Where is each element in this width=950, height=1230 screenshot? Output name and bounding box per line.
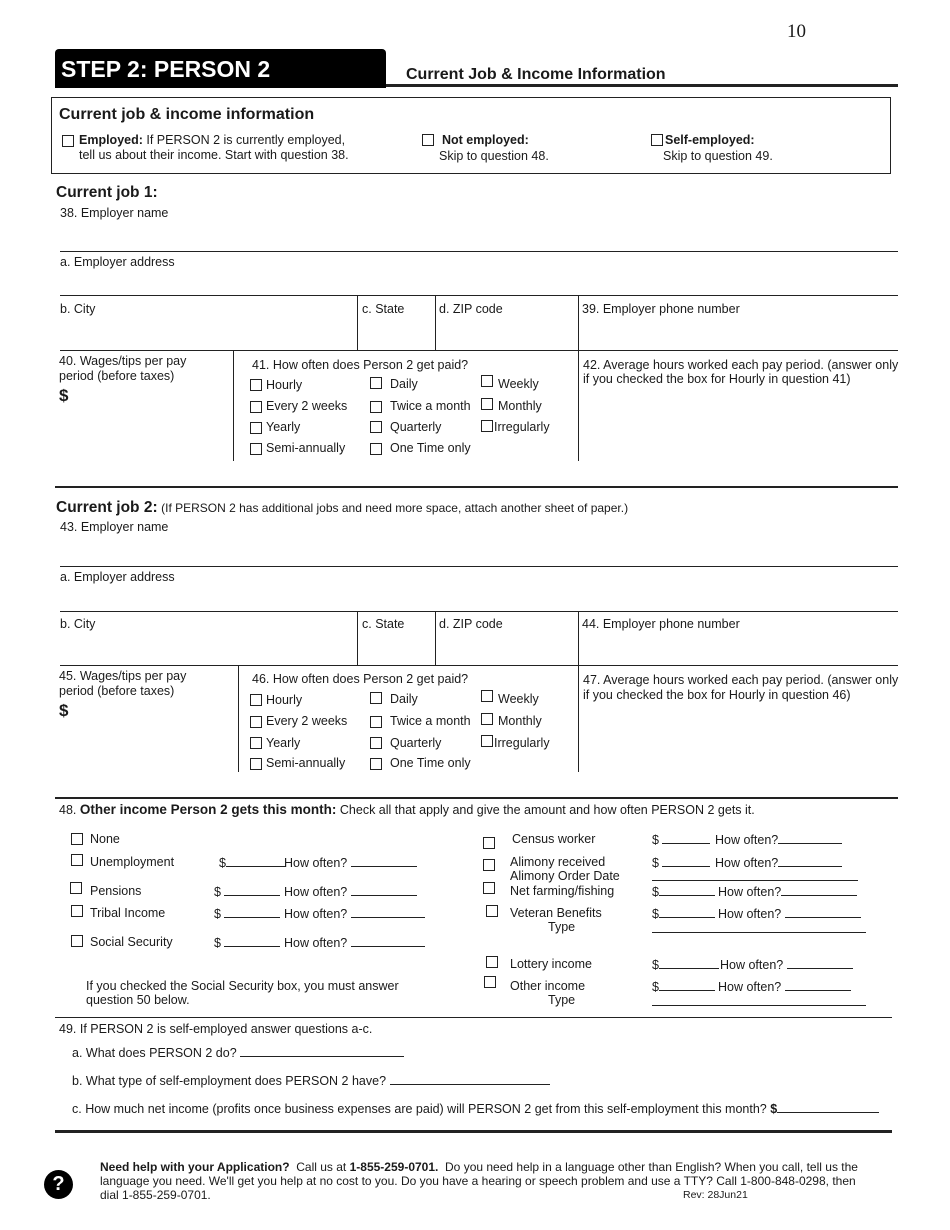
how-often-label: How often? — [284, 885, 348, 899]
help-bold: Need help with your Application? — [100, 1160, 290, 1174]
dollar-sign: $ — [652, 885, 659, 899]
job2-quarterly-label: Quarterly — [390, 736, 442, 750]
q49b-label: b. What type of self-employment does PERSON 2 have? — [72, 1074, 387, 1088]
dollar-sign: $ — [214, 936, 221, 950]
veteran-how-often[interactable] — [718, 906, 861, 921]
job2-phone-label: 44. Employer phone number — [582, 617, 740, 631]
job1-every2weeks-checkbox[interactable] — [250, 401, 262, 413]
job2-address-line[interactable] — [60, 611, 898, 612]
job2-hours-label-2: if you checked the box for Hourly in question 46) — [583, 688, 851, 702]
job1-semiannually-checkbox[interactable] — [250, 443, 262, 455]
how-often-label: How often? — [718, 885, 782, 899]
tribal-amount[interactable] — [214, 906, 280, 921]
net-farming-checkbox[interactable] — [483, 882, 495, 894]
social-security-checkbox[interactable] — [71, 935, 83, 947]
job2-hours-label: 47. Average hours worked each pay period. (answer only — [583, 673, 899, 687]
not-employed-label: Not employed: — [442, 133, 529, 147]
job1-address-line[interactable] — [60, 295, 898, 296]
employed-text-2: tell us about their income. Start with question 38. — [79, 148, 349, 162]
job1-monthly-checkbox[interactable] — [481, 398, 493, 410]
job1-twice-label: Twice a month — [390, 399, 471, 413]
job1-yearly-checkbox[interactable] — [250, 422, 262, 434]
how-often-label: How often? — [718, 980, 782, 994]
tribal-label: Tribal Income — [90, 906, 166, 920]
job2-city-label: b. City — [60, 617, 96, 631]
pensions-amount[interactable] — [214, 884, 280, 899]
job1-daily-checkbox[interactable] — [370, 377, 382, 389]
alimony-label: Alimony received — [510, 855, 606, 869]
job1-address-label: a. Employer address — [60, 255, 175, 269]
job1-hourly-checkbox[interactable] — [250, 379, 262, 391]
job2-wages-label: 45. Wages/tips per pay — [59, 669, 187, 683]
q49c-dollar: $ — [770, 1102, 778, 1116]
tribal-how-often[interactable] — [284, 906, 425, 921]
alimony-checkbox[interactable] — [483, 859, 495, 871]
net-farming-how-often[interactable] — [718, 884, 857, 899]
q48-number: 48. — [59, 803, 77, 817]
other-income-divider — [55, 797, 898, 799]
job1-irregularly-checkbox[interactable] — [481, 420, 493, 432]
employed-checkbox[interactable] — [62, 135, 74, 147]
job2-irregularly-checkbox[interactable] — [481, 735, 493, 747]
net-farming-amount[interactable] — [652, 884, 715, 899]
help-text-line2: language you need. We'll get you help at no cost to you. Do you have a hearing or speech problem and use a TTY? Call 1-800-848-0298, then — [100, 1174, 856, 1188]
job2-every2weeks-label: Every 2 weeks — [266, 714, 348, 728]
job1-hours-label: 42. Average hours worked each pay period. (answer only — [583, 358, 899, 372]
job1-quarterly-label: Quarterly — [390, 420, 442, 434]
job1-daily-label: Daily — [390, 377, 418, 391]
how-often-label: How often? — [718, 907, 782, 921]
dollar-sign: $ — [652, 856, 659, 870]
job2-twice-checkbox[interactable] — [370, 716, 382, 728]
job2-twice-label: Twice a month — [390, 714, 471, 728]
help-text-line3: dial 1-855-259-0701. — [100, 1188, 211, 1202]
how-often-label: How often? — [715, 856, 779, 870]
tribal-checkbox[interactable] — [71, 905, 83, 917]
step-title: STEP 2: PERSON 2 — [61, 56, 271, 82]
section-title: Current Job & Income Information — [406, 66, 666, 83]
dollar-sign: $ — [214, 907, 221, 921]
job2-quarterly-checkbox[interactable] — [370, 737, 382, 749]
q49-label: 49. If PERSON 2 is self-employed answer questions a-c. — [59, 1022, 373, 1036]
census-label: Census worker — [512, 832, 596, 846]
how-often-label: How often? — [284, 856, 348, 870]
job1-weekly-checkbox[interactable] — [481, 375, 493, 387]
job2-zip-label: d. ZIP code — [439, 617, 503, 631]
job2-wages-label-2: period (before taxes) — [59, 684, 175, 698]
q49c[interactable] — [72, 1101, 879, 1116]
employed-text: If PERSON 2 is currently employed, — [146, 133, 346, 147]
job2-monthly-label: Monthly — [498, 714, 542, 728]
social-security-amount[interactable] — [214, 935, 280, 950]
job1-frequency-question: 41. How often does Person 2 get paid? — [252, 358, 469, 372]
job2-irregularly-label: Irregularly — [494, 736, 550, 750]
step-title-bar — [55, 49, 386, 88]
dollar-sign: $ — [652, 958, 659, 972]
unemployment-amount[interactable] — [219, 855, 286, 870]
status-box-title: Current job & income information — [59, 106, 315, 123]
job2-heading-note: (If PERSON 2 has additional jobs and need more space, attach another sheet of paper.) — [161, 501, 629, 515]
help-rest: Do you need help in a language other than English? When you call, tell us the — [445, 1160, 858, 1174]
job2-daily-checkbox[interactable] — [370, 692, 382, 704]
lottery-amount[interactable] — [652, 957, 719, 972]
self-employed-checkbox[interactable] — [651, 134, 663, 146]
q49a[interactable] — [72, 1045, 404, 1060]
help-icon: ? — [44, 1170, 73, 1199]
job2-hourly-label: Hourly — [266, 693, 303, 707]
not-employed-checkbox[interactable] — [422, 134, 434, 146]
lottery-checkbox[interactable] — [486, 956, 498, 968]
job1-semiannually-label: Semi-annually — [266, 441, 346, 455]
dollar-sign: $ — [652, 907, 659, 921]
job-divider — [55, 486, 898, 488]
help-phone: 1-855-259-0701. — [349, 1160, 439, 1174]
how-often-label: How often? — [720, 958, 784, 972]
job2-onetime-checkbox[interactable] — [370, 758, 382, 770]
dollar-sign: $ — [652, 833, 659, 847]
job1-wages-label-2: period (before taxes) — [59, 369, 175, 383]
job2-yearly-checkbox[interactable] — [250, 737, 262, 749]
alimony-order-date-label: Alimony Order Date — [510, 869, 620, 883]
other-income-type-label: Type — [548, 993, 576, 1007]
job2-address-label: a. Employer address — [60, 570, 175, 584]
social-security-note-2: question 50 below. — [86, 993, 190, 1007]
other-income-checkbox[interactable] — [484, 976, 496, 988]
unemployment-how-often[interactable] — [284, 855, 417, 870]
alimony-amount[interactable] — [652, 855, 710, 870]
other-income-question — [59, 802, 755, 817]
job1-hours-label-2: if you checked the box for Hourly in question 41) — [583, 372, 851, 386]
q48-rest: Check all that apply and give the amount and how often PERSON 2 gets it. — [339, 803, 755, 817]
social-security-label: Social Security — [90, 935, 173, 949]
how-often-label: How often? — [284, 936, 348, 950]
self-employed-label: Self-employed: — [665, 133, 755, 147]
job2-heading: Current job 2: — [56, 499, 158, 516]
header-rule — [386, 84, 898, 87]
job2-state-label: c. State — [362, 617, 405, 631]
veteran-checkbox[interactable] — [486, 905, 498, 917]
alimony-order-date-line[interactable] — [652, 880, 858, 881]
job1-every2weeks-label: Every 2 weeks — [266, 399, 348, 413]
job2-weekly-checkbox[interactable] — [481, 690, 493, 702]
employed-label: Employed: — [79, 133, 143, 147]
job1-onetime-label: One Time only — [390, 441, 471, 455]
census-checkbox[interactable] — [483, 837, 495, 849]
veteran-label: Veteran Benefits — [510, 906, 602, 920]
job1-wages-dollar: $ — [59, 386, 69, 405]
pensions-checkbox[interactable] — [70, 882, 82, 894]
census-how-often[interactable] — [715, 832, 842, 847]
how-often-label: How often? — [715, 833, 779, 847]
job1-zip-label: d. ZIP code — [439, 302, 503, 316]
job2-employer-name-label: 43. Employer name — [60, 520, 169, 534]
other-income-how-often[interactable] — [718, 979, 851, 994]
help-call: Call us at — [296, 1160, 347, 1174]
job2-hourly-checkbox[interactable] — [250, 694, 262, 706]
job1-yearly-label: Yearly — [266, 420, 301, 434]
revision-date: Rev: 28Jun21 — [683, 1189, 748, 1201]
unemployment-checkbox[interactable] — [71, 854, 83, 866]
job1-weekly-label: Weekly — [498, 377, 539, 391]
job2-semiannually-checkbox[interactable] — [250, 758, 262, 770]
how-often-label: How often? — [284, 907, 348, 921]
lottery-how-often[interactable] — [720, 957, 853, 972]
q49c-label: c. How much net income (profits once business expenses are paid) will PERSON 2 get from this self-employment this month? — [72, 1102, 767, 1116]
job1-heading: Current job 1: — [56, 184, 158, 201]
job2-semiannually-label: Semi-annually — [266, 756, 346, 770]
self-employed-text: Skip to question 49. — [663, 149, 773, 163]
alimony-how-often[interactable] — [715, 855, 842, 870]
other-income-type-line[interactable] — [652, 1005, 866, 1006]
job2-employer-name-line[interactable] — [60, 566, 898, 567]
job2-daily-label: Daily — [390, 692, 418, 706]
job1-employer-name-label: 38. Employer name — [60, 206, 169, 220]
census-amount[interactable] — [652, 832, 710, 847]
q49b[interactable] — [72, 1073, 550, 1088]
none-checkbox[interactable] — [71, 833, 83, 845]
net-farming-label: Net farming/fishing — [510, 884, 615, 898]
page-number: 10 — [787, 21, 806, 42]
job1-hourly-label: Hourly — [266, 378, 303, 392]
job2-heading-row — [56, 499, 628, 517]
social-security-note: If you checked the Social Security box, you must answer — [86, 979, 399, 993]
job1-quarterly-checkbox[interactable] — [370, 421, 382, 433]
pensions-how-often[interactable] — [284, 884, 417, 899]
none-label: None — [90, 832, 120, 846]
job1-onetime-checkbox[interactable] — [370, 443, 382, 455]
employed-option — [79, 133, 345, 147]
job2-yearly-label: Yearly — [266, 736, 301, 750]
social-security-how-often[interactable] — [284, 935, 425, 950]
q48-bold: Other income Person 2 gets this month: — [79, 802, 337, 817]
veteran-type-label: Type — [548, 920, 576, 934]
pensions-label: Pensions — [90, 884, 142, 898]
job1-monthly-label: Monthly — [498, 399, 542, 413]
job1-twice-checkbox[interactable] — [370, 401, 382, 413]
job1-state-label: c. State — [362, 302, 405, 316]
veteran-amount[interactable] — [652, 906, 715, 921]
job2-every2weeks-checkbox[interactable] — [250, 716, 262, 728]
job2-wages-dollar: $ — [59, 701, 69, 720]
dollar-sign: $ — [652, 980, 659, 994]
job1-employer-name-line[interactable] — [60, 251, 898, 252]
job2-monthly-checkbox[interactable] — [481, 713, 493, 725]
not-employed-text: Skip to question 48. — [439, 149, 549, 163]
help-text-line1 — [100, 1160, 858, 1174]
job1-city-label: b. City — [60, 302, 96, 316]
other-income-amount[interactable] — [652, 979, 715, 994]
self-employment-divider — [55, 1017, 892, 1018]
job1-wages-label: 40. Wages/tips per pay — [59, 354, 187, 368]
unemployment-label: Unemployment — [90, 855, 175, 869]
other-income-label: Other income — [510, 979, 586, 993]
lottery-label: Lottery income — [510, 957, 592, 971]
veteran-type-line[interactable] — [652, 932, 866, 933]
job1-phone-label: 39. Employer phone number — [582, 302, 740, 316]
footer-rule — [55, 1130, 892, 1133]
job2-frequency-question: 46. How often does Person 2 get paid? — [252, 672, 469, 686]
q49a-label: a. What does PERSON 2 do? — [72, 1046, 237, 1060]
job2-onetime-label: One Time only — [390, 756, 471, 770]
job2-weekly-label: Weekly — [498, 692, 539, 706]
job1-irregularly-label: Irregularly — [494, 420, 550, 434]
dollar-sign: $ — [214, 885, 221, 899]
dollar-sign: $ — [219, 856, 226, 870]
